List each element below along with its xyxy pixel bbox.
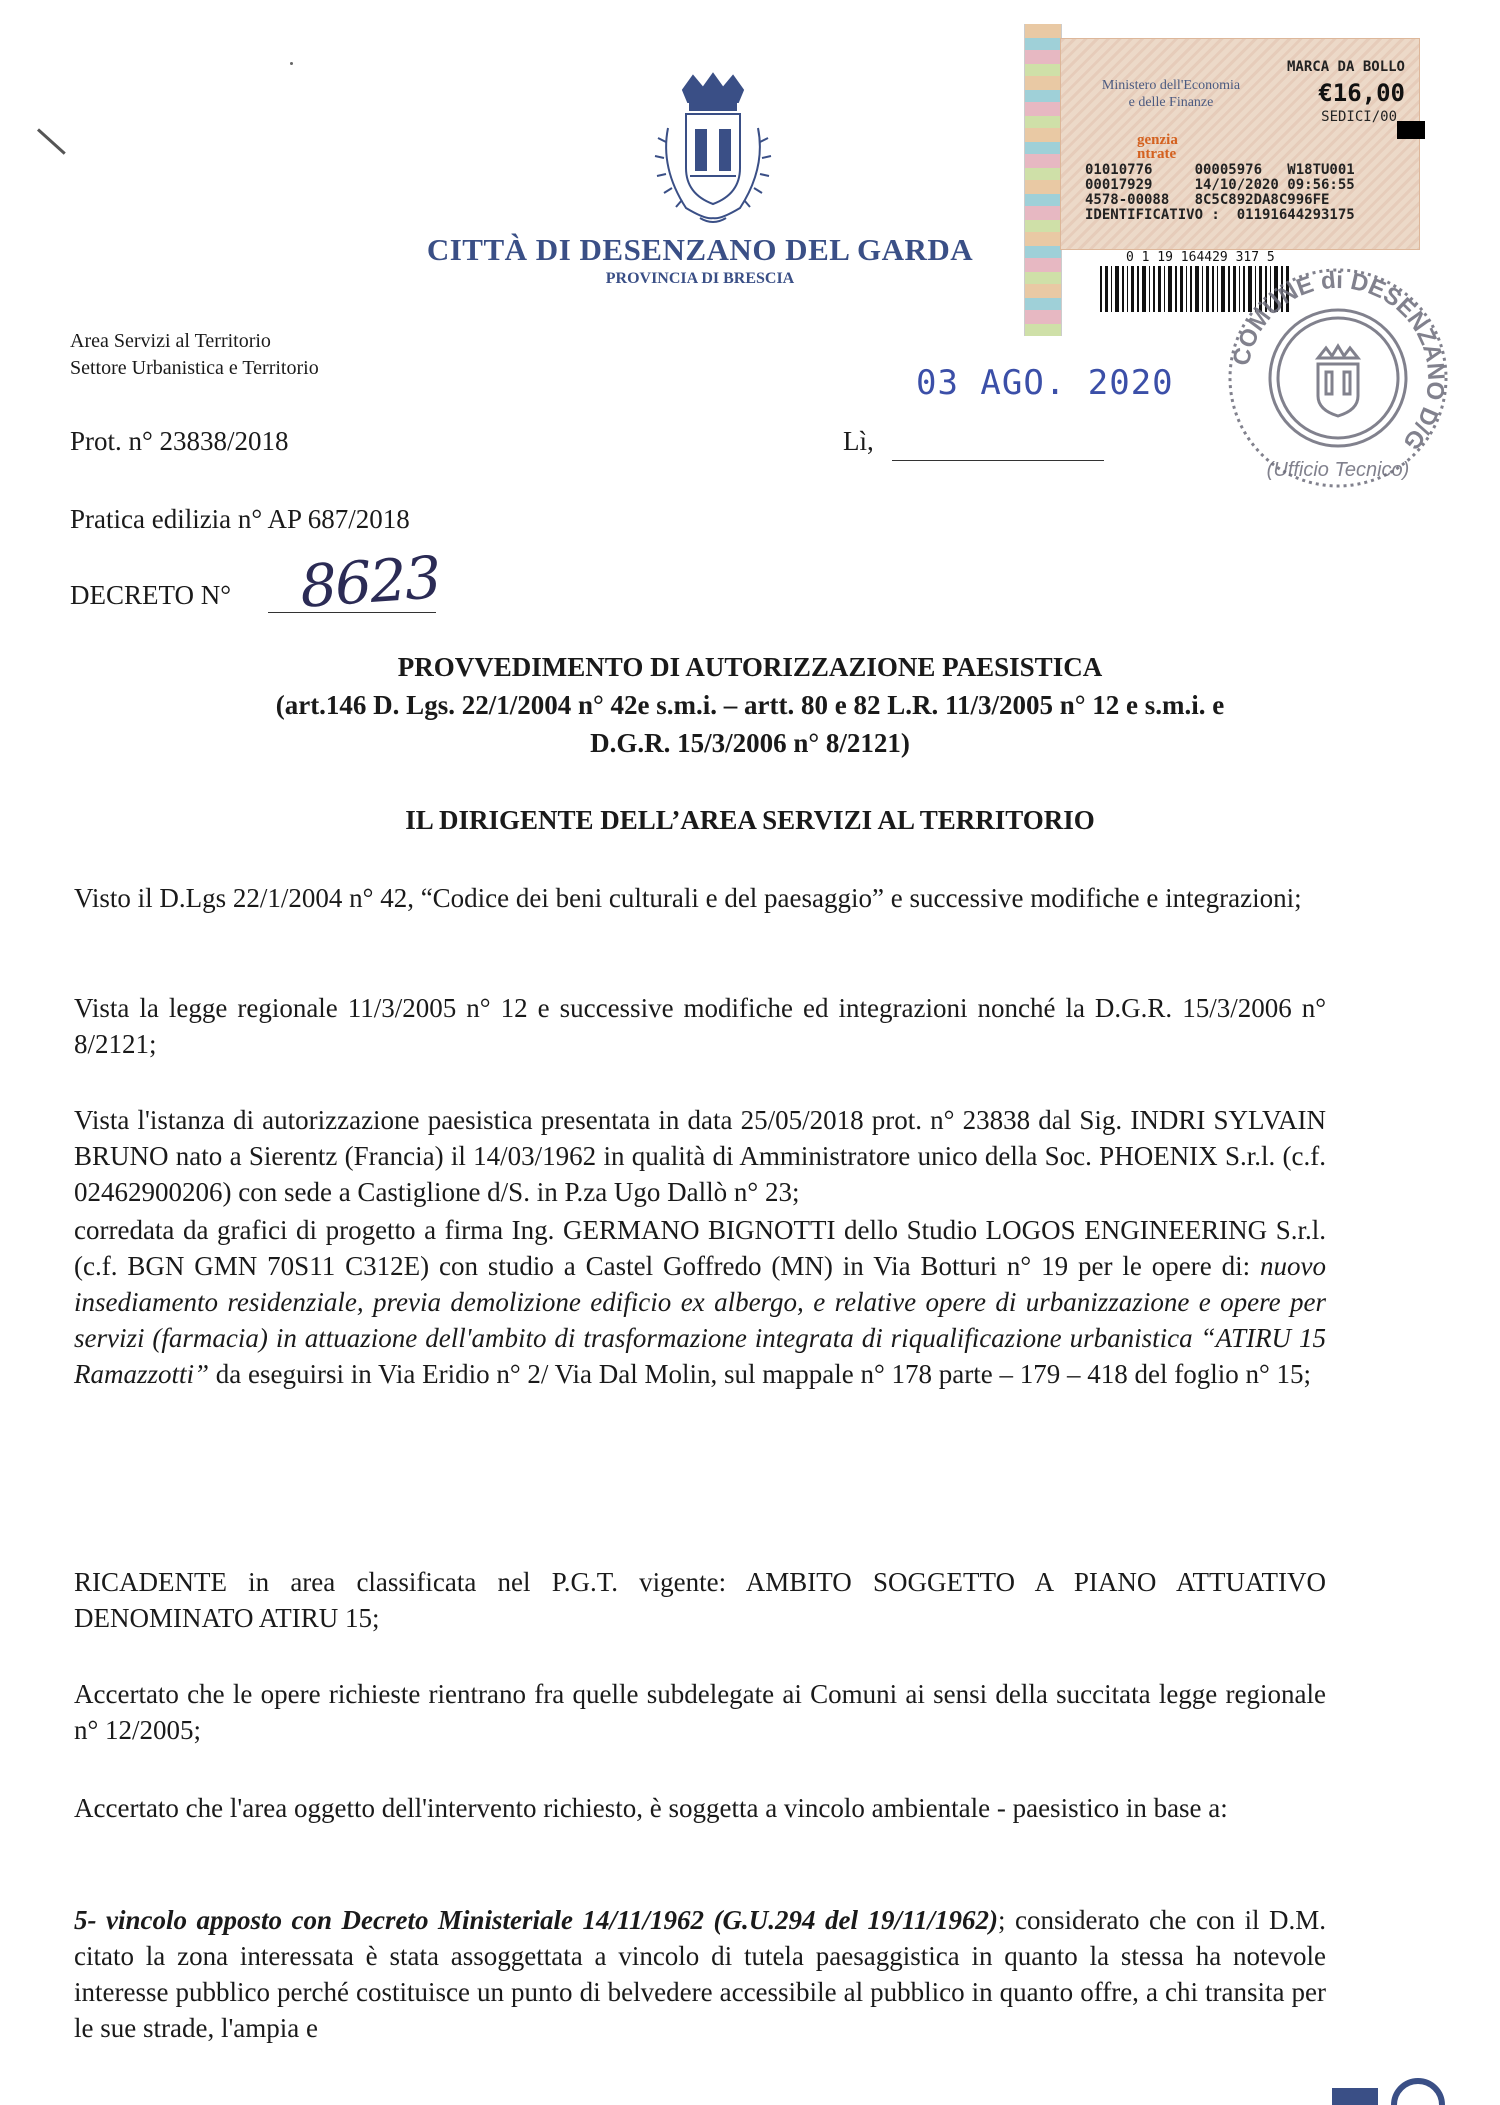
stamp-hologram-strip (1024, 24, 1062, 336)
office-area: Area Servizi al Territorio (70, 330, 271, 352)
scan-mark (37, 128, 66, 154)
paragraph-accertato-area: Accertato che l'area oggetto dell'intervento richiesto, è soggetta a vincolo ambientale - paesistico in base a: (74, 1793, 1228, 1823)
stamp-marca: MARCA DA BOLLO (1286, 59, 1405, 75)
stamp-agency-logo: genzia ntrate (1137, 132, 1178, 162)
barcode-number: 0 1 19 164429 317 5 (1126, 250, 1275, 265)
document-title: PROVVEDIMENTO DI AUTORIZZAZIONE PAESISTICA (397, 652, 1103, 682)
svg-text:COMUNE di DESENZANO D/G: COMUNE di DESENZANO D/G (1227, 266, 1450, 456)
date-stamp: 03 AGO. 2020 (916, 363, 1174, 403)
place-underline (892, 460, 1104, 461)
revenue-stamp (1060, 38, 1420, 250)
paragraph-istanza: Vista l'istanza di autorizzazione paesistica presentata in data 25/05/2018 prot. n° 23838 dal Sig. INDRI SYLVAIN BRUNO nato a Sierentz (Francia) il 14/03/1962 in qualità di Amministratore unico della Soc. PHOENIX S.r.l. (c.f. 02462900206) con sede a Castiglione d/S. in P.za Ugo Dallò n° 23; (74, 1105, 1326, 1207)
paragraph-legge-regionale: Vista la legge regionale 11/3/2005 n° 12 e successive modifiche ed integrazioni nonché la D.G.R. 15/3/2006 n° 8/2121; (74, 993, 1326, 1059)
stamp-value: €16,00 (1318, 79, 1405, 107)
document-subtitle: IL DIRIGENTE DELL’AREA SERVIZI AL TERRITORIO (405, 805, 1095, 835)
office-settore: Settore Urbanistica e Territorio (70, 357, 319, 379)
stamp-redaction (1397, 121, 1425, 139)
scan-dot (290, 62, 293, 65)
stamp-ministry: Ministero dell'Economia e delle Finanze (1101, 78, 1241, 110)
stamp-codes: 01010776 00005976 W18TU001 00017929 14/10/2020 09:56:55 4578-00088 8C5C892DA8C996FE IDENTIFICATIVO : 01191644293175 (1085, 162, 1355, 223)
decreto-label: DECRETO N° (70, 580, 232, 610)
place-label: Lì, (843, 426, 874, 456)
paragraph-grafici-progetto: corredata da grafici di progetto a firma Ing. GERMANO BIGNOTTI dello Studio LOGOS ENGINEERING S.r.l. (c.f. BGN GMN 70S11 C312E) con studio a Castel Goffredo (MN) in Via Botturi n° 19 per le opere di: nuovo insediamento residenziale, previa demolizione edificio ex albergo, e relative opere di urbanizzazione e opere per servizi (farmacia) in attuazione dell'ambito di trasformazione integrata di riqualificazione urbanistica “ATIRU 15 Ramazzotti” da eseguirsi in Via Eridio n° 2/ Via Dal Molin, sul mappale n° 178 parte – 179 – 418 del foglio n° 15; (74, 1215, 1326, 1389)
paragraph-vincolo: 5- vincolo apposto con Decreto Ministeriale 14/11/1962 (G.U.294 del 19/11/1962); considerato che con il D.M. citato la zona interessata è stata assoggettata a vincolo di tutela paesaggistica in quanto la stessa ha notevole interesse pubblico perché costituisce un punto di belvedere accessibile al pubblico in quanto offre, a chi transita per le sue strade, l'ampia e (74, 1905, 1326, 2043)
svg-text:(Ufficio Tecnico): (Ufficio Tecnico) (1266, 459, 1410, 481)
province-name: PROVINCIA DI BRESCIA (605, 270, 795, 287)
footer-logo-icon (1330, 2078, 1450, 2105)
stamp-value-words: SEDICI/00 (1321, 109, 1397, 125)
paragraph-ricadente: RICADENTE in area classificata nel P.G.T. vigente: AMBITO SOGGETTO A PIANO ATTUATIVO DENOMINATO ATIRU 15; (74, 1567, 1326, 1633)
city-name: CITTÀ DI DESENZANO DEL GARDA (426, 232, 974, 267)
protocol-number: Prot. n° 23838/2018 (70, 426, 289, 456)
decreto-handwritten-number: 8623 (297, 543, 442, 621)
document-title-ref: (art.146 D. Lgs. 22/1/2004 n° 42e s.m.i. – artt. 80 e 82 L.R. 11/3/2005 n° 12 e s.m.i. e (275, 690, 1225, 720)
coat-of-arms-icon (638, 68, 788, 228)
paragraph-accertato-opere: Accertato che le opere richieste rientrano fra quelle subdelegate ai Comuni ai sensi della succitata legge regionale n° 12/2005; (74, 1679, 1326, 1745)
pratica-number: Pratica edilizia n° AP 687/2018 (70, 504, 410, 534)
municipal-round-stamp-icon (1222, 262, 1454, 494)
paragraph-visto-dlgs: Visto il D.Lgs 22/1/2004 n° 42, “Codice dei beni culturali e del paesaggio” e successive modifiche e integrazioni; (74, 883, 1302, 913)
document-title-ref-2: D.G.R. 15/3/2006 n° 8/2121) (590, 728, 910, 758)
